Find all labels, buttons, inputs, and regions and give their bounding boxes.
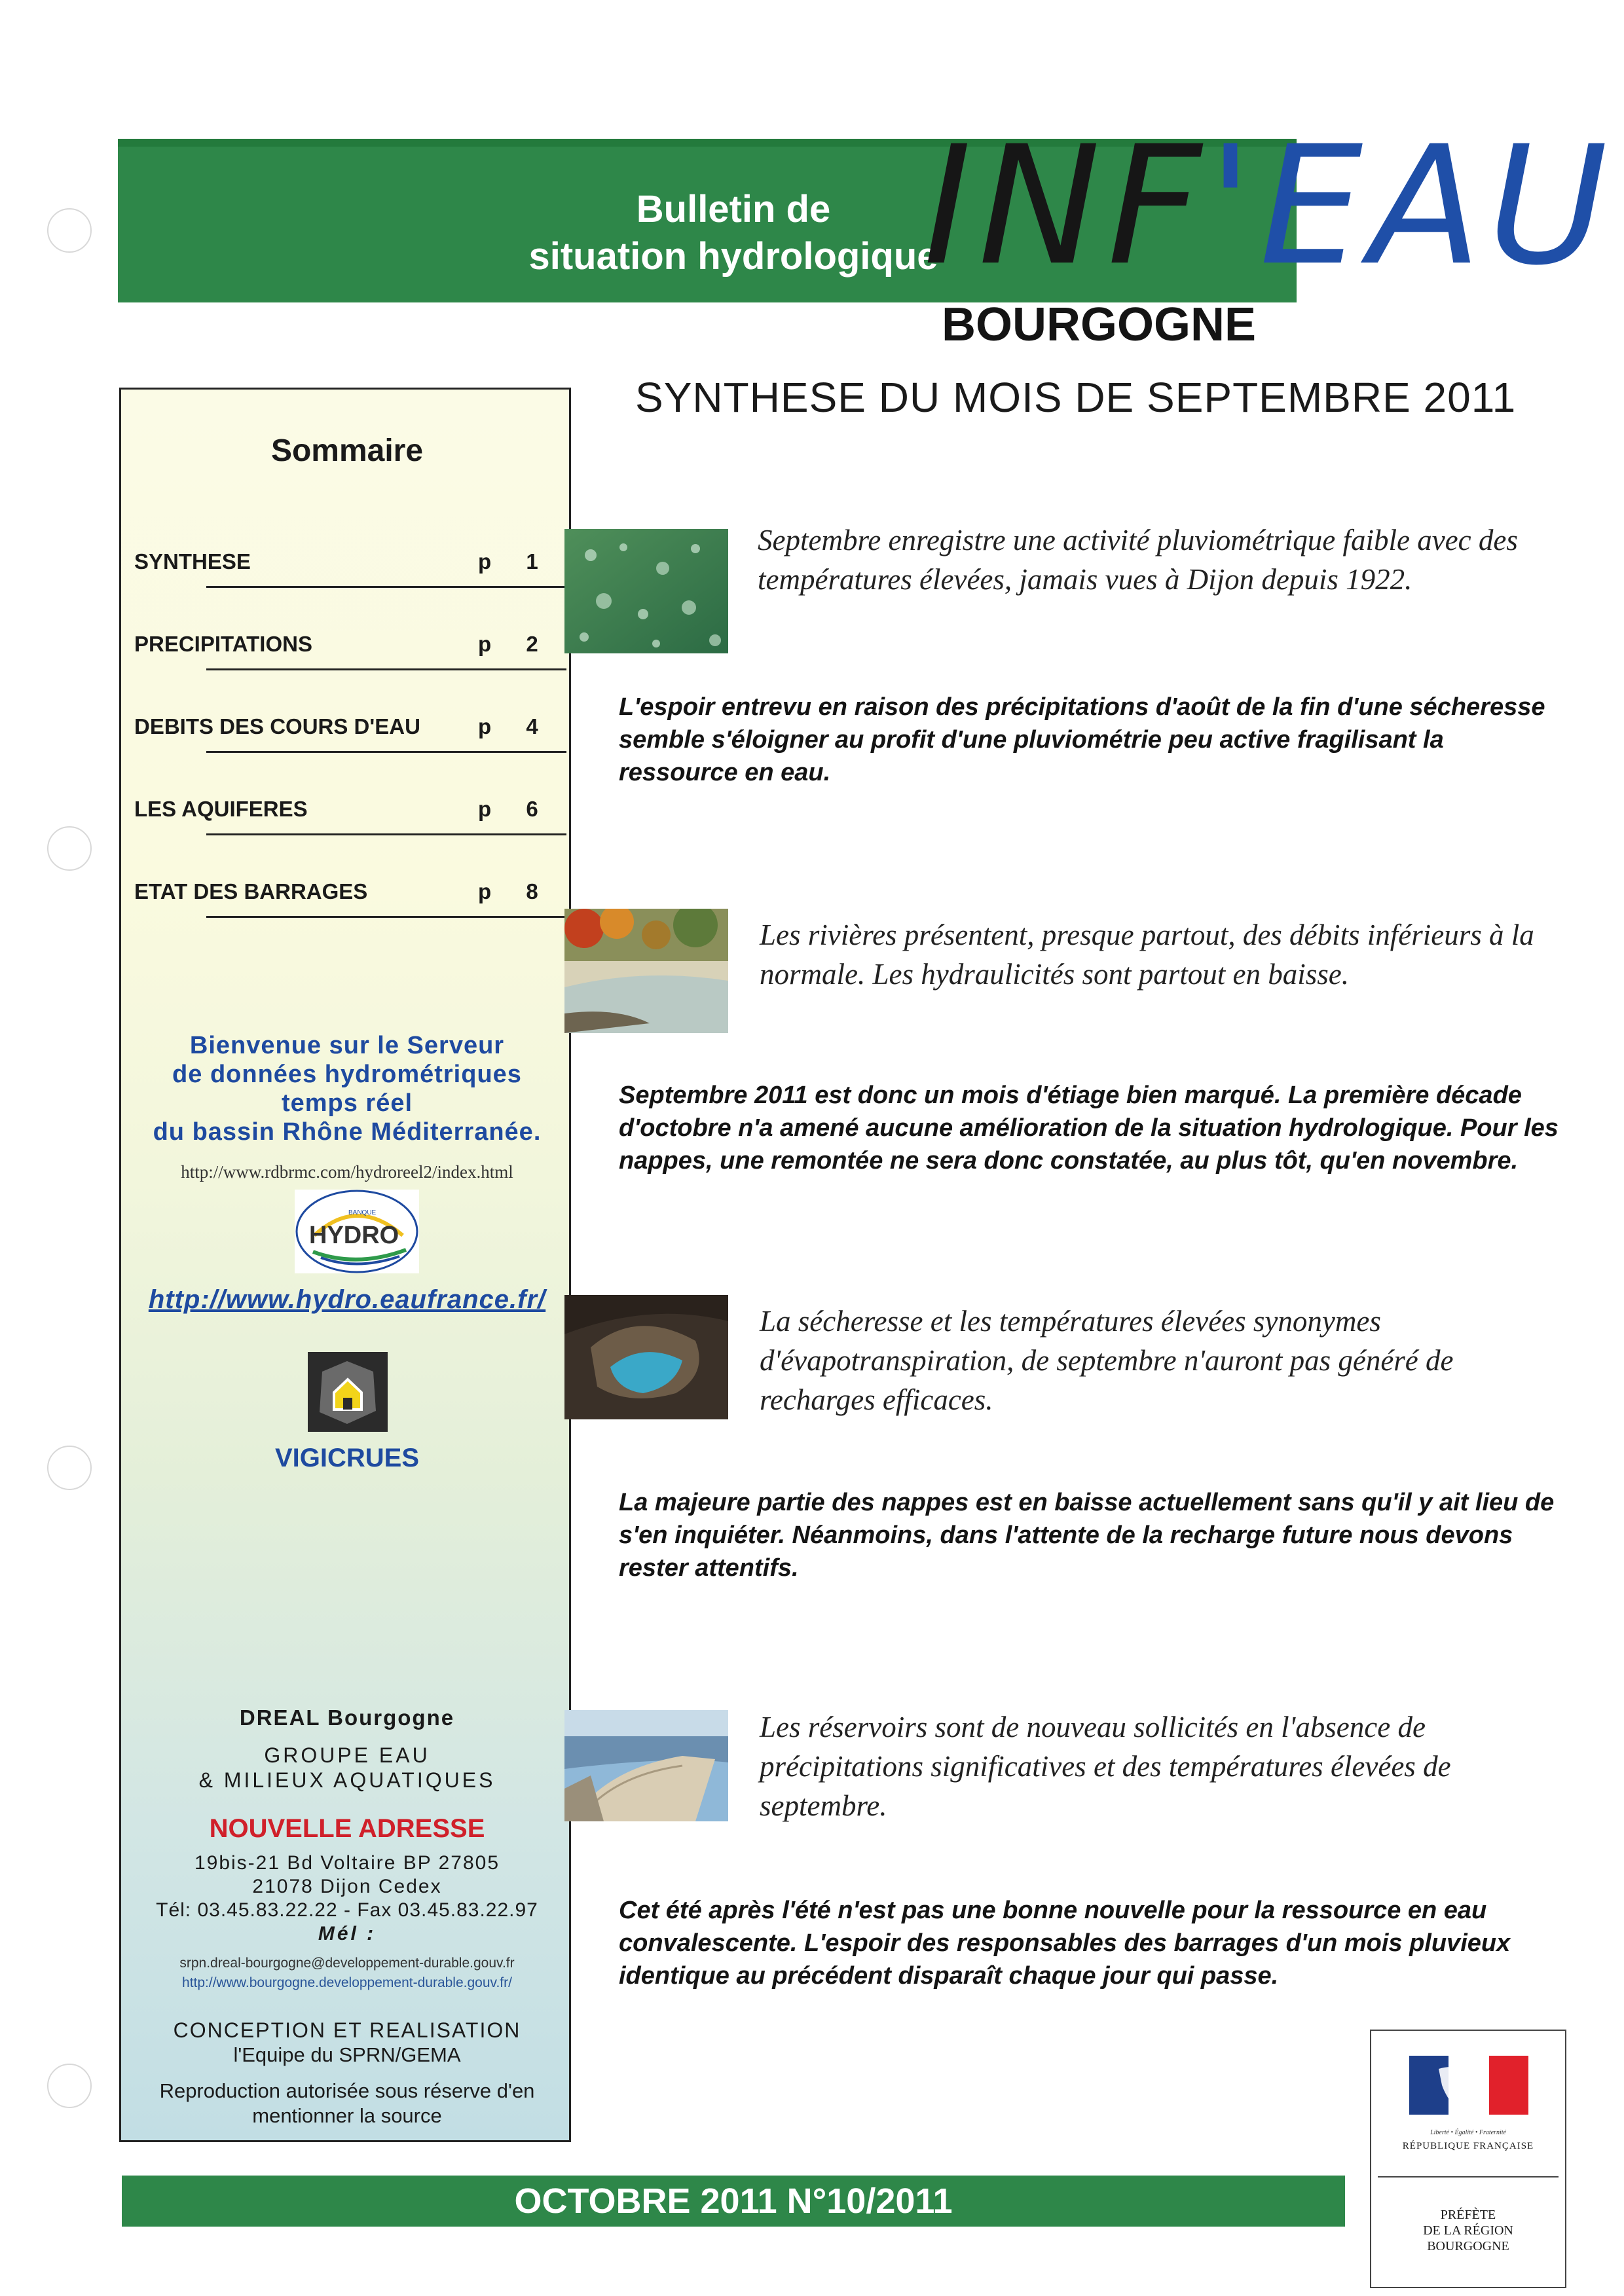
rdbrmc-link[interactable]: http://www.rdbrmc.com/hydroreel2/index.html (181, 1162, 513, 1182)
svg-text:BANQUE: BANQUE (348, 1209, 377, 1216)
address-line1: 19bis-21 Bd Voltaire BP 27805 (194, 1852, 500, 1874)
email-label: Mél : (318, 1923, 377, 1944)
prefecture-block (1370, 2030, 1566, 2288)
aquifers-intro: La sécheresse et les températures élevées synonymes d'évapotranspiration, de septembre n'auront pas généré de recharges efficaces. (760, 1305, 1454, 1416)
region-name: BOURGOGNE (942, 299, 1257, 351)
bulletin-title: Bulletin de situation hydrologique (528, 188, 938, 278)
svg-text:HYDRO: HYDRO (309, 1222, 399, 1249)
toc-item-debits[interactable] (134, 714, 553, 754)
synthesis-title: SYNTHESE DU MOIS DE SEPTEMBRE 2011 (635, 374, 1517, 421)
toc-label: SYNTHESE (134, 549, 251, 574)
dreal-name: DREAL Bourgogne (239, 1705, 455, 1730)
sommaire-title: Sommaire (270, 433, 424, 468)
river-image (564, 909, 728, 1033)
aquifers-detail: La majeure partie des nappes est en baisse actuellement sans qu'il y ait lieu de s'en inquiéter. Néanmoins, dans l'attente de la recharge future nous devons rester attentifs. (619, 1489, 1555, 1582)
toc-label: DEBITS DES COURS D'EAU (134, 714, 420, 738)
binder-hole (47, 208, 92, 253)
divider (1378, 2176, 1559, 2178)
divider (206, 916, 566, 918)
toc-item-precipitations[interactable] (134, 632, 553, 671)
credits-heading: CONCEPTION ET REALISATION (173, 2018, 521, 2042)
water-drops-image (564, 529, 728, 653)
dam-image (564, 1710, 728, 1821)
logo-eau: 'EAU (1208, 111, 1615, 301)
vigicrues-label: VIGICRUES (274, 1444, 420, 1472)
dams-intro: Les réservoirs sont de nouveau sollicités en l'absence de précipitations significatives et des températures élevées de septembre. (760, 1711, 1451, 1822)
toc-item-synthese[interactable] (134, 549, 553, 589)
rivers-intro: Les rivières présentent, presque partout, des débits inférieurs à la normale. Les hydraulicités sont partout en baisse. (760, 919, 1534, 991)
toc-label: ETAT DES BARRAGES (134, 879, 368, 903)
toc-page: p 4 (478, 714, 553, 738)
phone-fax: Tél: 03.45.83.22.22 - Fax 03.45.83.22.97 (156, 1899, 538, 1921)
address-line2: 21078 Dijon Cedex (252, 1876, 442, 1897)
synthese-intro: Septembre enregistre une activité pluviométrique faible avec des températures élevées, jamais vues à Dijon depuis 1922. (758, 524, 1518, 596)
vigicrues-logo[interactable] (308, 1352, 388, 1432)
marianne-logo (1409, 2056, 1528, 2115)
new-address-heading: NOUVELLE ADRESSE (209, 1814, 485, 1843)
reproduction-notice: Reproduction autorisée sous réserve d'en mentionner la source (159, 2079, 535, 2127)
prefecture-line3: BOURGOGNE (1427, 2239, 1509, 2253)
toc-item-aquiferes[interactable] (134, 797, 553, 836)
divider (206, 751, 566, 753)
toc-label: LES AQUIFERES (134, 797, 308, 821)
website-link[interactable]: http://www.bourgogne.developpement-durable.gouv.fr/ (182, 1975, 512, 1990)
toc-item-barrages[interactable] (134, 879, 553, 919)
footer-banner (122, 2176, 1345, 2227)
divider (206, 586, 566, 588)
cave-image (564, 1295, 728, 1419)
dams-detail: Cet été après l'été n'est pas une bonne nouvelle pour la ressource en eau convalescente. L'espoir des responsables des barrages d'un mois pluvieux identique au précédent disparaît chaque jour qui passe. (619, 1897, 1511, 1990)
sidebar (119, 388, 571, 2142)
group-name-line1: GROUPE EAU (264, 1743, 430, 1767)
toc-page: p 6 (478, 797, 553, 821)
issue-label: OCTOBRE 2011 N°10/2011 (514, 2181, 953, 2221)
infeau-logo (923, 111, 1615, 301)
logo-inf: INF (923, 111, 1208, 301)
email-address[interactable]: srpn.dreal-bourgogne@developpement-durable.gouv.fr (179, 1956, 515, 1971)
toc-page: p 1 (478, 549, 553, 574)
synthese-detail: L'espoir entrevu en raison des précipitations d'août de la fin d'une sécheresse semble s'éloigner au profit d'une pluviométrie peu active fragilisant la ressource en eau. (619, 693, 1545, 786)
binder-hole (47, 1446, 92, 1490)
prefecture-line2: DE LA RÉGION (1423, 2223, 1513, 2238)
toc-page: p 2 (478, 632, 553, 656)
credits-team: l'Equipe du SPRN/GEMA (233, 2043, 461, 2066)
republic-name: RÉPUBLIQUE FRANÇAISE (1402, 2141, 1534, 2151)
banque-hydro-logo[interactable] (295, 1190, 419, 1273)
welcome-text: Bienvenue sur le Serveur de données hydrométriques temps réel du bassin Rhône Méditerranée. (153, 1032, 542, 1146)
rivers-detail: Septembre 2011 est donc un mois d'étiage bien marqué. La première décade d'octobre n'a amené aucune amélioration de la situation hydrologique. Pour les nappes, une remontée ne sera donc constatée, au plus tôt, qu'en novembre. (619, 1082, 1559, 1175)
prefecture-line1: PRÉFÈTE (1440, 2208, 1496, 2222)
binder-hole (47, 2064, 92, 2108)
divider (206, 833, 566, 835)
divider (206, 668, 566, 670)
toc-label: PRECIPITATIONS (134, 632, 312, 656)
binder-hole (47, 826, 92, 871)
republic-motto: Liberté • Égalité • Fraternité (1430, 2129, 1506, 2136)
toc-page: p 8 (478, 879, 553, 903)
hydro-eaufrance-link[interactable]: http://www.hydro.eaufrance.fr/ (148, 1285, 546, 1314)
group-name-line2: & MILIEUX AQUATIQUES (198, 1768, 496, 1792)
